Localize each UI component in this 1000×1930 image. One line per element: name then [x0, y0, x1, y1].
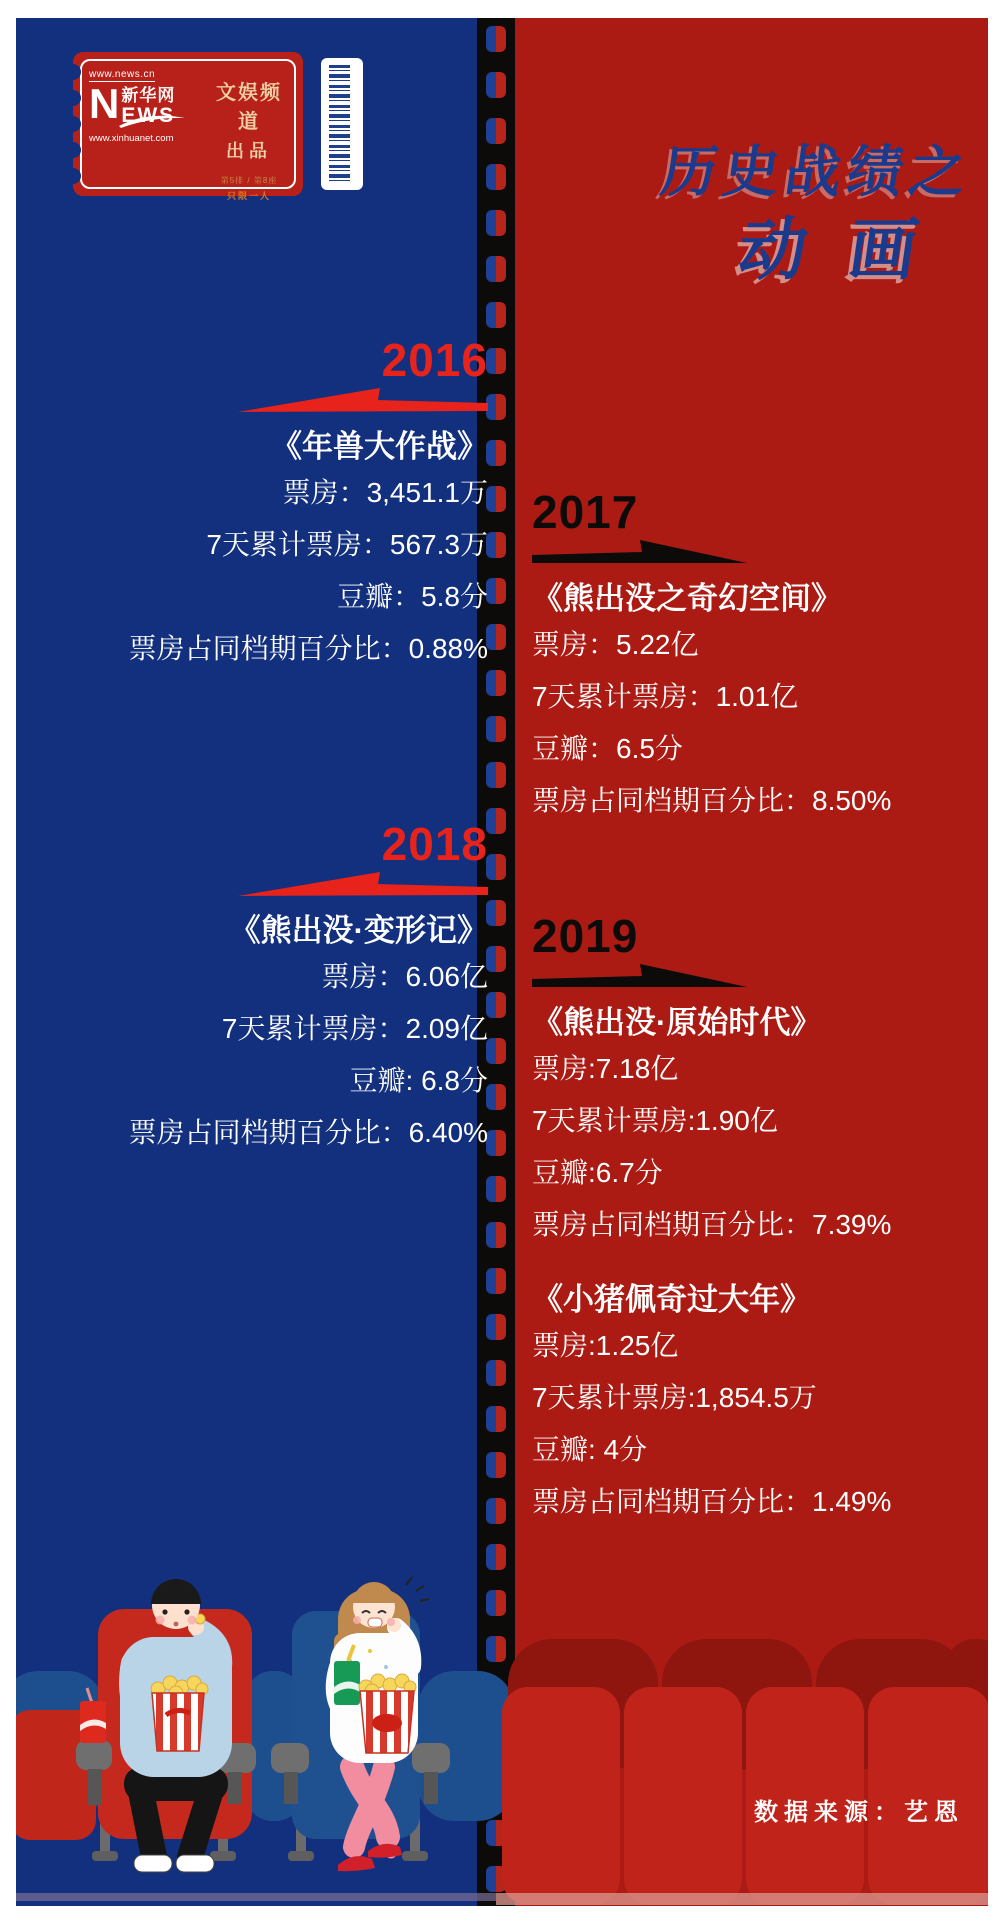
stat-line: 豆瓣：6.5分 [532, 733, 683, 764]
film-sprocket-hole [486, 486, 506, 512]
section-peppa [532, 1280, 891, 1528]
stat-line: 票房：6.06亿 [321, 961, 488, 992]
year-label: 2018 [381, 818, 488, 870]
stat-line: 豆瓣：5.8分 [337, 581, 488, 612]
film-sprocket-hole [486, 992, 506, 1018]
movie-title: 《熊出没·变形记》 [229, 913, 488, 948]
film-sprocket-hole [486, 1038, 506, 1064]
stat-line: 豆瓣: 6.8分 [349, 1065, 488, 1096]
admit-label: 只限一人 [226, 191, 271, 201]
film-sprocket-hole [486, 1406, 506, 1432]
section-2018 [129, 820, 488, 1159]
seat-label: 第5排 / 第8座 [220, 176, 278, 185]
movie-title: 《熊出没之奇幻空间》 [532, 581, 842, 616]
data-source-label: 数据来源：艺恩 [754, 1799, 964, 1826]
film-sprocket-hole [486, 532, 506, 558]
film-sprocket-hole [486, 1130, 506, 1156]
year-label: 2019 [532, 910, 639, 962]
film-sprocket-hole [486, 670, 506, 696]
year-label: 2017 [532, 486, 639, 538]
timeline-arrow-left-icon [238, 871, 488, 897]
stat-line: 票房:1.25亿 [532, 1330, 679, 1361]
film-sprocket-hole [486, 1544, 506, 1570]
floor-line [16, 1893, 496, 1901]
film-sprocket-hole [486, 256, 506, 282]
ticket-notch [65, 168, 81, 184]
movie-title: 《熊出没·原始时代》 [532, 1005, 822, 1040]
popcorn-bucket-icon [359, 1674, 416, 1753]
film-sprocket-hole [486, 854, 506, 880]
stat-line: 豆瓣: 4分 [532, 1434, 648, 1465]
ticket-notch [65, 142, 81, 158]
movie-title: 《小猪佩奇过大年》 [532, 1282, 811, 1317]
timeline-arrow-left-icon [238, 387, 488, 413]
film-sprocket-hole [486, 164, 506, 190]
channel-label: 文娱频道 [216, 82, 282, 133]
xinhua-ticket-logo [73, 52, 365, 201]
film-sprocket-hole [486, 1222, 506, 1248]
news-url: www.news.cn [89, 69, 156, 80]
barcode-icon [329, 65, 350, 183]
film-sprocket-hole [486, 1084, 506, 1110]
logo-ews: EWS [121, 104, 176, 127]
film-sprocket-hole [486, 1498, 506, 1524]
film-sprocket-hole [486, 118, 506, 144]
film-sprocket-hole [486, 26, 506, 52]
film-sprocket-hole [486, 762, 506, 788]
stat-line: 7天累计票房：567.3万 [206, 529, 488, 560]
xinhuanet-logo [89, 80, 207, 127]
film-sprocket-hole [486, 302, 506, 328]
film-sprocket-hole [486, 900, 506, 926]
film-sprocket-hole [486, 624, 506, 650]
ticket-body [73, 52, 303, 201]
stat-line: 票房：5.22亿 [532, 629, 699, 660]
ticket-notch [65, 90, 81, 106]
year-label: 2016 [381, 334, 488, 386]
film-sprocket-hole [486, 210, 506, 236]
film-sprocket-hole [486, 1360, 506, 1386]
film-sprocket-hole [486, 72, 506, 98]
film-sprocket-hole [486, 808, 506, 834]
film-sprocket-hole [486, 1176, 506, 1202]
film-sprocket-hole [486, 1268, 506, 1294]
stat-line: 7天累计票房：1.01亿 [532, 681, 799, 712]
cinema-illustration [16, 1575, 988, 1905]
xinhuanet-url: www.xinhuanet.com [89, 133, 174, 144]
stat-line: 票房占同档期百分比：0.88% [128, 633, 488, 664]
sparkle-icon [406, 1577, 429, 1601]
section-2019 [532, 912, 891, 1251]
film-sprocket-hole [486, 348, 506, 374]
film-sprocket-hole [486, 946, 506, 972]
logo-n-letter: N [89, 80, 120, 127]
film-sprocket-hole [486, 578, 506, 604]
stat-line: 票房占同档期百分比：8.50% [532, 785, 892, 816]
section-2016 [129, 336, 488, 675]
film-sprocket-hole [486, 1452, 506, 1478]
film-sprocket-hole [486, 716, 506, 742]
popcorn-bucket-icon [151, 1676, 208, 1751]
stat-line: 票房:7.18亿 [532, 1053, 679, 1084]
stat-line: 7天累计票房:1.90亿 [532, 1105, 778, 1136]
main-title-line2: 动画 [733, 212, 965, 288]
movie-title: 《年兽大作战》 [271, 429, 488, 464]
ticket-stub [321, 58, 363, 190]
main-title-line1: 历史战绩之 [657, 140, 976, 203]
logo-swoosh-icon [117, 113, 187, 129]
film-sprocket-hole [486, 394, 506, 420]
ticket-notch [65, 116, 81, 132]
film-sprocket-hole [486, 1314, 506, 1340]
stat-line: 7天累计票房:1,854.5万 [532, 1382, 817, 1413]
timeline-arrow-right-icon [532, 963, 747, 989]
stat-line: 票房占同档期百分比：7.39% [532, 1209, 892, 1240]
produced-label: 出品 [226, 141, 272, 161]
stat-line: 7天累计票房：2.09亿 [221, 1013, 488, 1044]
section-2017 [532, 488, 891, 827]
timeline-arrow-right-icon [532, 539, 747, 565]
film-sprocket-hole [486, 440, 506, 466]
stat-line: 票房占同档期百分比：1.49% [532, 1486, 892, 1517]
stat-line: 票房：3,451.1万 [282, 477, 488, 508]
stat-line: 豆瓣:6.7分 [532, 1157, 663, 1188]
stat-line: 票房占同档期百分比：6.40% [128, 1117, 488, 1148]
logo-brand-cn: 新华网 [121, 86, 176, 105]
ticket-notch [65, 64, 81, 80]
